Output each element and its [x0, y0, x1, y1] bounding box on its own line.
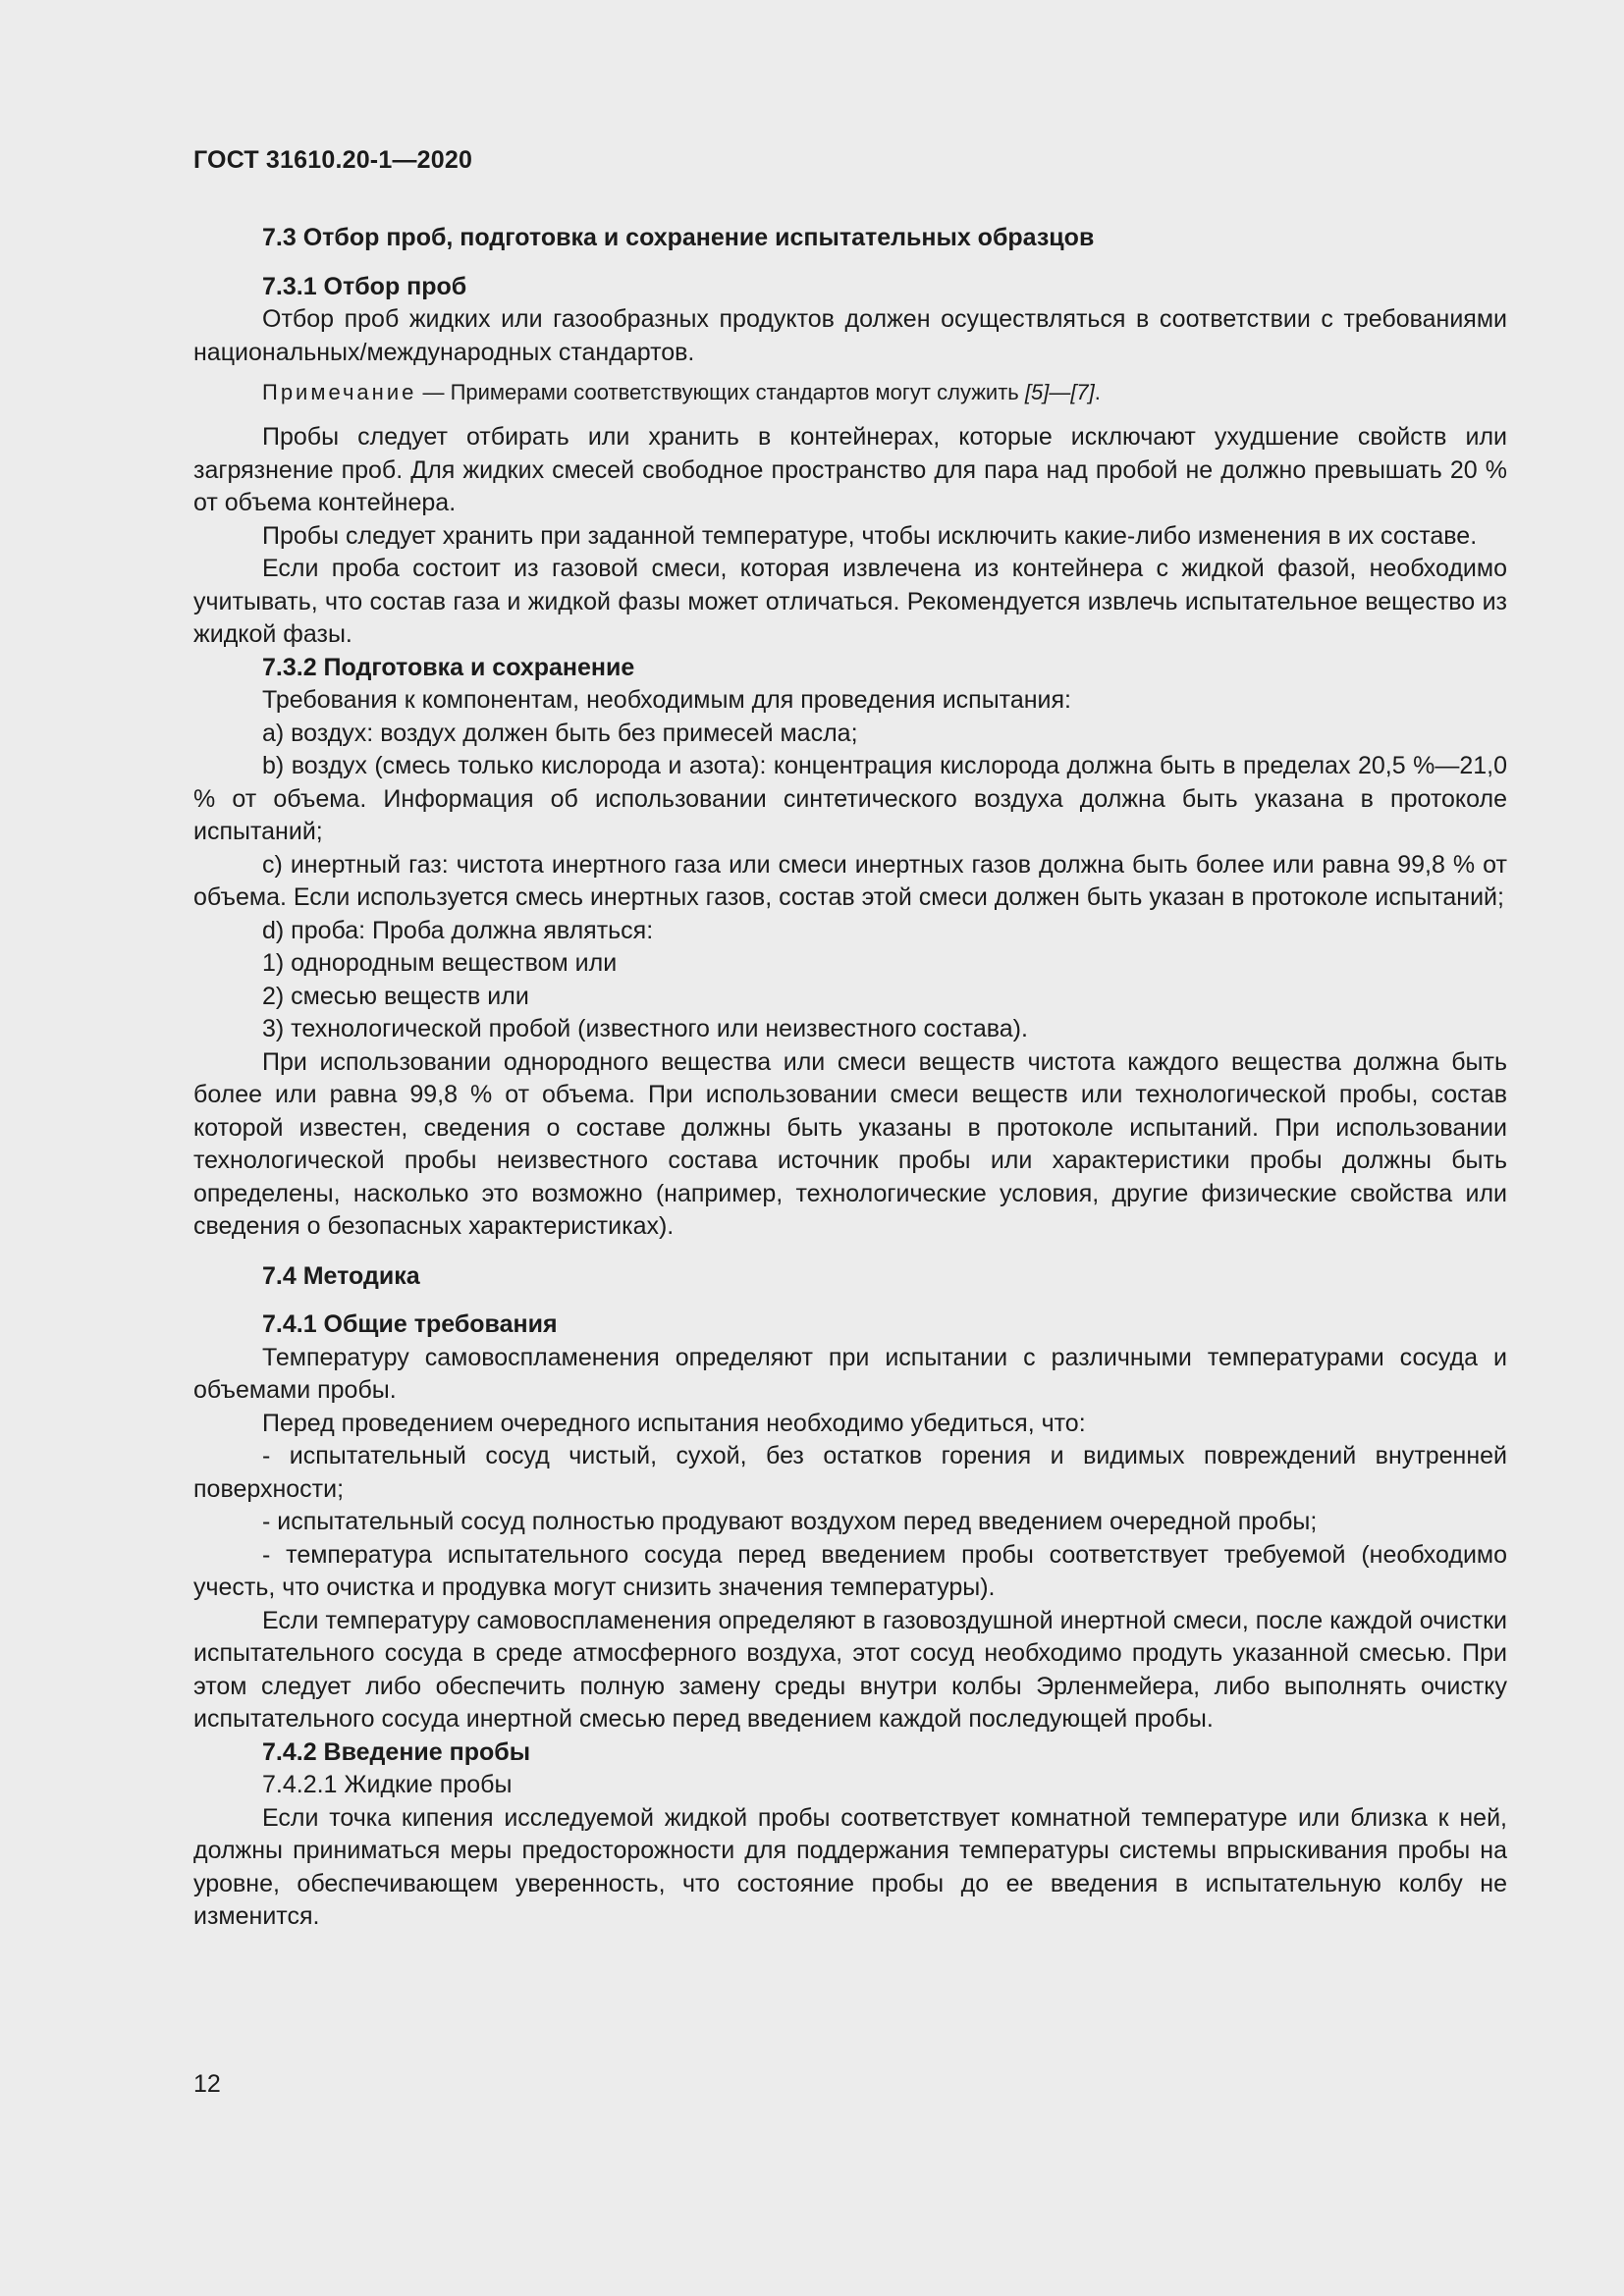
bullet-item: - испытательный сосуд полностью продувают воздухом перед введением очередной пробы;	[262, 1508, 1318, 1535]
document-body	[193, 222, 1507, 1934]
list-item-c: c) инертный газ: чистота инертного газа или смеси инертных газов должна быть более или равна 99,8 % от объема. Если используется смесь инертных газов, состав этой смеси должен быть указан в протоколе испытаний;	[193, 850, 1507, 911]
paragraph: Пробы следует отбирать или хранить в контейнерах, которые исключают ухудшение свойств или загрязнение проб. Для жидких смесей свободное пространство для пара над пробой не должно превышать 20 % от объема контейнера.	[193, 423, 1507, 516]
paragraph: Пробы следует хранить при заданной температуре, чтобы исключить какие-либо изменения в их составе.	[262, 521, 1478, 550]
page-number: 12	[193, 2070, 221, 2098]
doc-header: ГОСТ 31610.20-1—2020	[193, 146, 473, 174]
note-end: .	[1094, 380, 1101, 404]
bullet-item: - испытательный сосуд чистый, сухой, без остатков горения и видимых повреждений внутренней поверхности;	[193, 1442, 1507, 1503]
section-7-4-heading: 7.4 Методика	[262, 1261, 420, 1290]
section-7-3-1-heading: 7.3.1 Отбор проб	[262, 272, 467, 300]
paragraph: Если температуру самовоспламенения определяют в газовоздушной инертной смеси, после каждой очистки испытательного сосуда в среде атмосферного воздуха, этот сосуд необходимо продуть указанной смесью. При этом следует либо обеспечить полную замену среды внутри колбы Эрленмейера, либо выполнять очистку испытательного сосуда инертной смесью перед введением каждой последующей пробы.	[193, 1606, 1507, 1733]
section-7-4-2-heading: 7.4.2 Введение пробы	[262, 1737, 531, 1766]
list-item-a: a) воздух: воздух должен быть без примесей масла;	[262, 719, 858, 747]
paragraph: Отбор проб жидких или газообразных продуктов должен осуществляться в соответствии с требованиями национальных/международных стандартов.	[193, 305, 1507, 366]
section-7-4-2-1-heading: 7.4.2.1 Жидкие пробы	[262, 1771, 513, 1798]
note-label: Примечание	[262, 380, 417, 404]
list-item-d3: 3) технологической пробой (известного или неизвестного состава).	[262, 1015, 1028, 1042]
section-7-4-1-heading: 7.4.1 Общие требования	[262, 1310, 558, 1338]
paragraph: Если проба состоит из газовой смеси, которая извлечена из контейнера с жидкой фазой, необходимо учитывать, что состав газа и жидкой фазы может отличаться. Рекомендуется извлечь испытательное вещество из жидкой фазы.	[193, 555, 1507, 648]
note	[193, 378, 1507, 407]
list-item-d2: 2) смесью веществ или	[262, 982, 529, 1010]
paragraph: При использовании однородного вещества или смеси веществ чистота каждого вещества должна быть более или равна 99,8 % от объема. При использовании смеси веществ или технологической пробы, состав которой известен, сведения о составе должны быть указаны в протоколе испытаний. При использовании технологической пробы неизвестного состава источник пробы или характеристики пробы должны быть определены, насколько это возможно (например, технологические условия, другие физические свойства или сведения о безопасных характеристиках).	[193, 1047, 1507, 1240]
section-7-3-2-heading: 7.3.2 Подготовка и сохранение	[262, 653, 635, 681]
paragraph: Температуру самовоспламенения определяют при испытании с различными температурами сосуда и объемами пробы.	[193, 1343, 1507, 1404]
paragraph: Требования к компонентам, необходимым для проведения испытания:	[262, 686, 1071, 714]
list-item-b: b) воздух (смесь только кислорода и азота): концентрация кислорода должна быть в пределах 20,5 %—21,0 % от объема. Информация об использовании синтетического воздуха должна быть указана в протоколе испытаний;	[193, 752, 1507, 845]
bullet-item: - температура испытательного сосуда перед введением пробы соответствует требуемой (необходимо учесть, что очистка и продувка могут снизить значения температуры).	[193, 1540, 1507, 1601]
note-reference: [5]—[7]	[1024, 380, 1095, 404]
paragraph: Если точка кипения исследуемой жидкой пробы соответствует комнатной температуре или близка к ней, должны приниматься меры предосторожности для поддержания температуры системы впрыскивания пробы на уровне, обеспечивающем уверенность, что состояние пробы до ее введения в испытательную колбу не изменится.	[193, 1803, 1507, 1930]
list-item-d1: 1) однородным веществом или	[262, 949, 618, 977]
paragraph: Перед проведением очередного испытания необходимо убедиться, что:	[262, 1409, 1086, 1437]
list-item-d: d) проба: Проба должна являться:	[262, 916, 654, 944]
note-text: — Примерами соответствующих стандартов могут служить	[416, 380, 1025, 404]
section-7-3-heading: 7.3 Отбор проб, подготовка и сохранение испытательных образцов	[262, 224, 1095, 251]
